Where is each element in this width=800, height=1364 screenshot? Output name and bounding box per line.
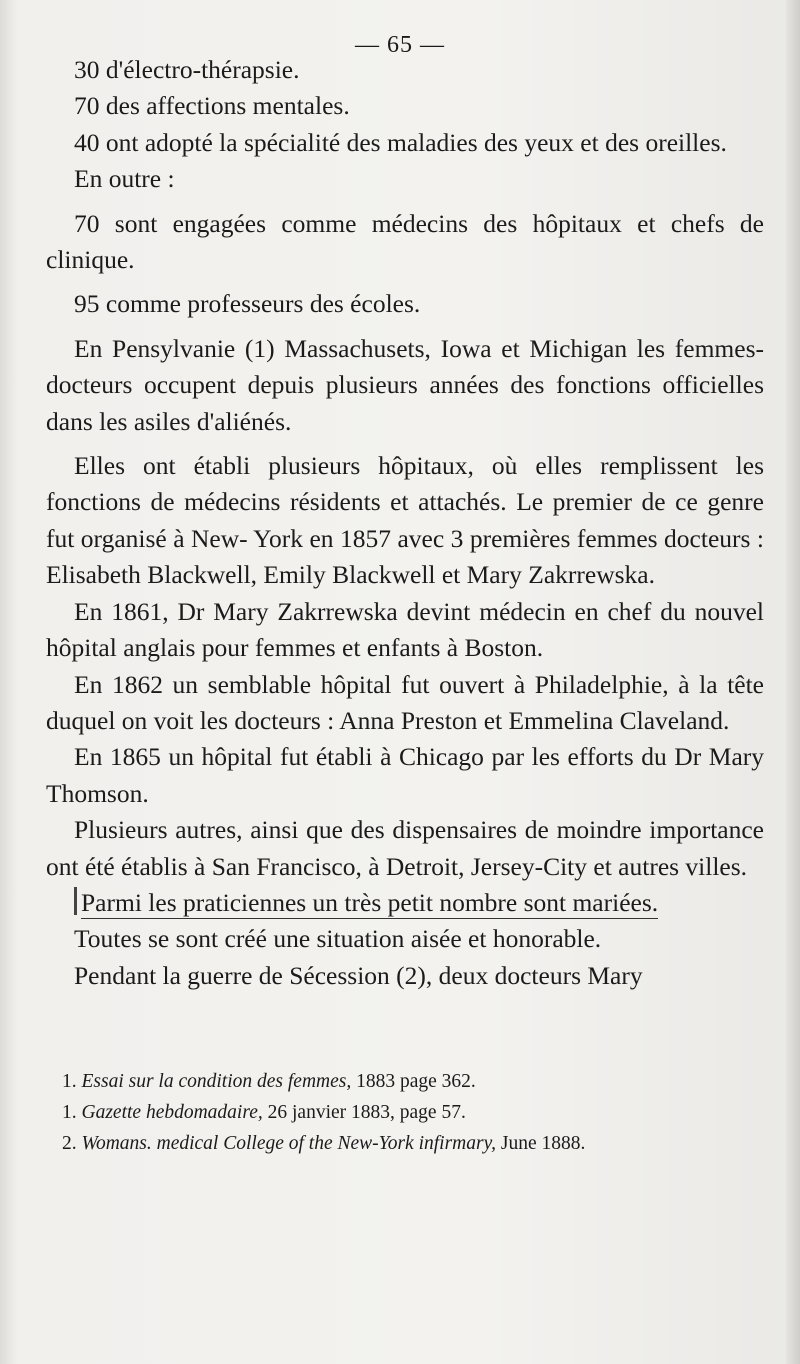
- footnote-detail: 1883 page 362.: [351, 1071, 476, 1092]
- footnote-title: Essai sur la condition des femmes,: [81, 1071, 352, 1092]
- underlined-text: Parmi les praticiennes un très petit nombre sont mariées.: [81, 887, 659, 917]
- footnote-number: 1.: [62, 1071, 77, 1092]
- paragraph: En 1861, Dr Mary Zakrrewska devint médecin en chef du nouvel hôpital anglais pour femmes et enfants à Boston.: [46, 596, 764, 663]
- footnote-detail: 26 janvier 1883, page 57.: [262, 1102, 466, 1123]
- footnote-number: 1.: [62, 1102, 77, 1123]
- paragraph: En 1862 un semblable hôpital fut ouvert à Philadelphie, à la tête duquel on voit les docteurs : Anna Preston et Emmelina Claveland.: [46, 669, 764, 735]
- paragraph: 95 comme professeurs des écoles.: [74, 289, 421, 319]
- footnotes: [62, 1066, 762, 1159]
- footnote-detail: June 1888.: [496, 1133, 586, 1154]
- paragraph: 30 d'électro-thérapsie.: [74, 55, 300, 84]
- paragraph-underlined: [46, 885, 764, 921]
- paragraph: Elles ont établi plusieurs hôpitaux, où elles remplissent les fonctions de médecins résidents et attachés. Le premier de ce genre fut organisé à New- York en 1857 avec 3 premières femmes docteurs : Elisabeth Blackwell, Emily Blackwell et Mary Zakrrewska.: [46, 451, 764, 590]
- paragraph: 70 des affections mentales.: [74, 91, 350, 121]
- footnote-title: Womans. medical College of the New-York infirmary,: [81, 1133, 497, 1154]
- paragraph: En 1865 un hôpital fut établi à Chicago par les efforts du Dr Mary Thomson.: [46, 742, 764, 808]
- footnote: [62, 1128, 762, 1159]
- footnote: [62, 1097, 762, 1128]
- body-text: [46, 52, 764, 994]
- paragraph: Plusieurs autres, ainsi que des dispensaires de moindre importance ont été établis à San Francisco, à Detroit, Jersey-City et autres villes.: [46, 815, 764, 881]
- paragraph: 70 sont engagées comme médecins des hôpitaux et chefs de clinique.: [46, 208, 764, 275]
- paragraph: Toutes se sont créé une situation aisée et honorable.: [74, 924, 602, 954]
- page-number: — 65 —: [355, 32, 445, 58]
- margin-mark: [74, 887, 77, 915]
- page-edge: [786, 0, 800, 1364]
- footnote-title: Gazette hebdomadaire,: [81, 1102, 263, 1123]
- footnote-number: 2.: [62, 1133, 77, 1154]
- paragraph: En outre :: [74, 164, 175, 194]
- paragraph: Pendant la guerre de Sécession (2), deux docteurs Mary: [74, 960, 643, 990]
- paragraph: 40 ont adopté la spécialité des maladies des yeux et des oreilles.: [74, 127, 727, 157]
- footnote: [62, 1066, 762, 1097]
- paragraph: En Pensylvanie (1) Massachusets, Iowa et Michigan les femmes-docteurs occupent depuis plusieurs années des fonctions officielles dans les asiles d'aliénés.: [46, 333, 764, 436]
